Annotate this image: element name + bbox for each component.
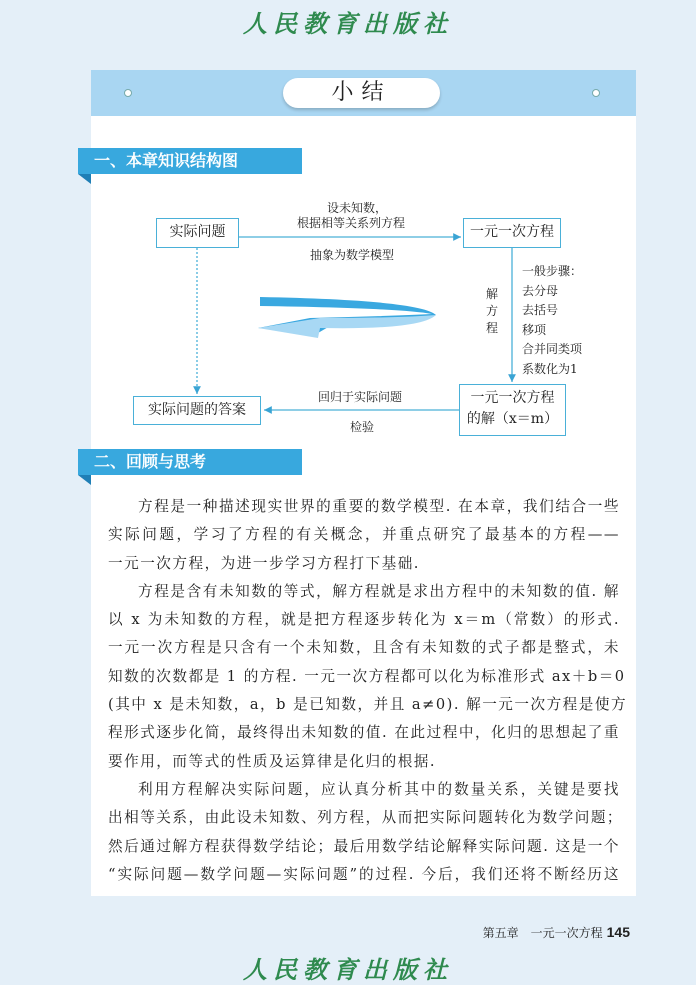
text-line: 实际问题，学习了方程的有关概念，并重点研究了最基本的方程——	[108, 526, 620, 544]
step: 合并同类项	[522, 342, 583, 356]
arrow-label: 回归于实际问题	[318, 390, 403, 404]
body-text	[108, 493, 628, 889]
chapter-label: 第五章 一元一次方程	[482, 926, 603, 940]
publisher-logo: 人民教育出版社	[243, 9, 453, 38]
text-line: (其中 x 是未知数，a，b 是已知数，并且 a≠0). 解一元一次方程是使方	[108, 696, 628, 714]
box-real-problem: 实际问题	[156, 218, 239, 248]
step: 去分母	[522, 283, 559, 298]
step: 系数化为1	[522, 361, 578, 376]
text-line: 方程是含有未知数的等式，解方程就是求出方程中的未知数的值. 解	[138, 582, 620, 600]
arrow-label: 根据相等关系列方程	[297, 216, 406, 230]
box-answer: 实际问题的答案	[133, 396, 261, 425]
arrow-label: 抽象为数学模型	[310, 248, 395, 262]
page-title: 小结	[283, 78, 440, 108]
section-heading: 二、回顾与思考	[78, 449, 302, 475]
page-footer	[483, 924, 630, 941]
arrow-label: 检验	[350, 420, 375, 434]
step: 去括号	[522, 303, 559, 317]
steps-list	[522, 262, 582, 379]
step: 移项	[522, 322, 547, 337]
box-solution	[459, 384, 566, 436]
solution-line: 一元一次方程	[470, 390, 555, 406]
page-number: 145	[606, 924, 630, 940]
text-line: 以 x 为未知数的方程，就是把方程逐步转化为 x＝m（常数）的形式.	[108, 611, 620, 629]
text-line: 一元一次方程，为进一步学习方程打下基础.	[108, 554, 420, 572]
box-linear-equation: 一元一次方程	[463, 218, 561, 248]
text-line: “实际问题—数学问题—实际问题”的过程. 今后，我们还将不断经历这	[108, 865, 620, 883]
text-line: 一元一次方程是只含有一个未知数，且含有未知数的式子都是整式，未	[108, 639, 620, 657]
text-line: 然后通过解方程获得数学结论；最后用数学结论解释实际问题. 这是一个	[108, 837, 620, 855]
text-line: 出相等关系，由此设未知数、列方程，从而把实际问题转化为数学问题；	[108, 809, 624, 827]
text-line: 方程是一种描述现实世界的重要的数学模型. 在本章，我们结合一些	[138, 498, 620, 515]
text-line: 知数的次数都是 1 的方程. 一元一次方程都可以化为标准形式 ax＋b＝0	[108, 667, 626, 685]
step: 一般步骤：	[522, 264, 583, 278]
solve-label: 解方程	[486, 287, 499, 335]
text-line: 要作用，而等式的性质及运算律是化归的根据.	[108, 752, 437, 770]
arrow-label: 设未知数，	[327, 201, 388, 215]
section-heading: 一、本章知识结构图	[78, 148, 302, 174]
solution-line: 的解（x＝m）	[466, 411, 559, 427]
text-line: 利用方程解决实际问题，应认真分析其中的数量关系，关键是要找	[138, 780, 620, 798]
text-line: 程形式逐步化简，最终得出未知数的值. 在此过程中，化归的思想起了重	[108, 724, 620, 742]
publisher-logo: 人民教育出版社	[243, 955, 453, 984]
